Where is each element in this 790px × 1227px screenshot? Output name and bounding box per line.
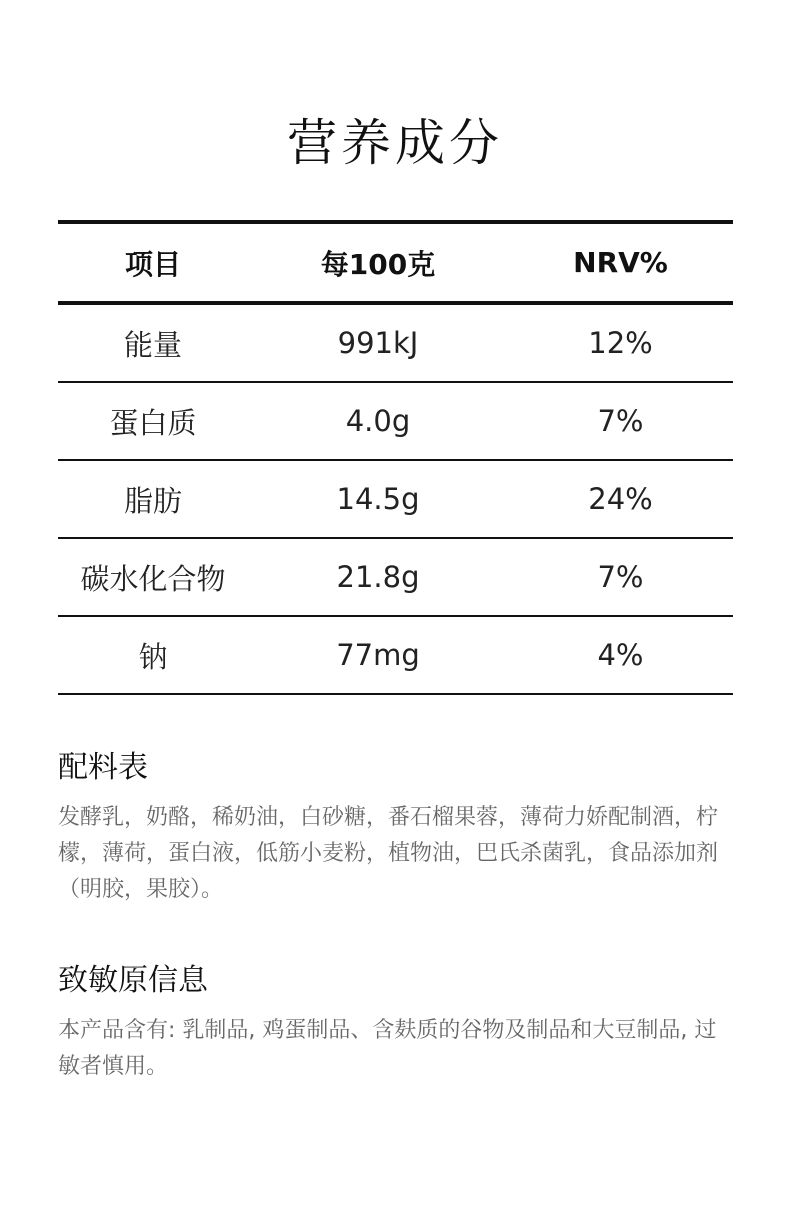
allergen-section — [58, 961, 738, 1085]
table-row — [58, 305, 733, 381]
row-carbs-nrv: 7% — [597, 560, 644, 594]
row-protein-value: 4.0g — [345, 404, 411, 438]
row-carbs-name: 碳水化合物 — [80, 561, 226, 596]
table-row — [58, 383, 733, 459]
row-protein-nrv: 7% — [597, 404, 644, 438]
row-energy-value: 991kJ — [337, 326, 419, 360]
ingredients-text: 发酵乳，奶酪，稀奶油，白砂糖，番石榴果蓉，薄荷力娇配制酒，柠檬，薄荷，蛋白液，低筋小麦粉，植物油，巴氏杀菌乳，食品添加剂（明胶，果胶）。 — [58, 805, 719, 902]
ingredients-title: 配料表 — [58, 750, 148, 785]
row-protein-name: 蛋白质 — [109, 405, 197, 440]
row-fat-name: 脂肪 — [123, 483, 182, 518]
row-sodium-value: 77mg — [336, 638, 420, 672]
row-carbs-value: 21.8g — [336, 560, 420, 594]
row-sodium-name: 钠 — [138, 639, 168, 674]
table-header-row — [58, 224, 733, 301]
table-row — [58, 539, 733, 615]
nutrition-table — [58, 220, 733, 695]
ingredients-section — [58, 748, 738, 908]
row-energy-nrv: 12% — [588, 326, 653, 360]
row-fat-value: 14.5g — [336, 482, 420, 516]
allergen-title: 致敏原信息 — [58, 963, 208, 998]
row-sodium-nrv: 4% — [597, 638, 644, 672]
page-title: 营养成分 — [287, 114, 503, 172]
table-row — [58, 617, 733, 693]
header-nrv: NRV% — [573, 246, 668, 279]
table-row — [58, 461, 733, 537]
row-fat-nrv: 24% — [588, 482, 653, 516]
header-per-100g: 每100克 — [320, 247, 436, 281]
header-item: 项目 — [124, 247, 181, 281]
row-energy-name: 能量 — [123, 327, 182, 362]
allergen-text: 本产品含有: 乳制品, 鸡蛋制品、含麸质的谷物及制品和大豆制品, 过敏者慎用。 — [58, 1018, 717, 1079]
table-bottom-rule — [58, 693, 733, 695]
